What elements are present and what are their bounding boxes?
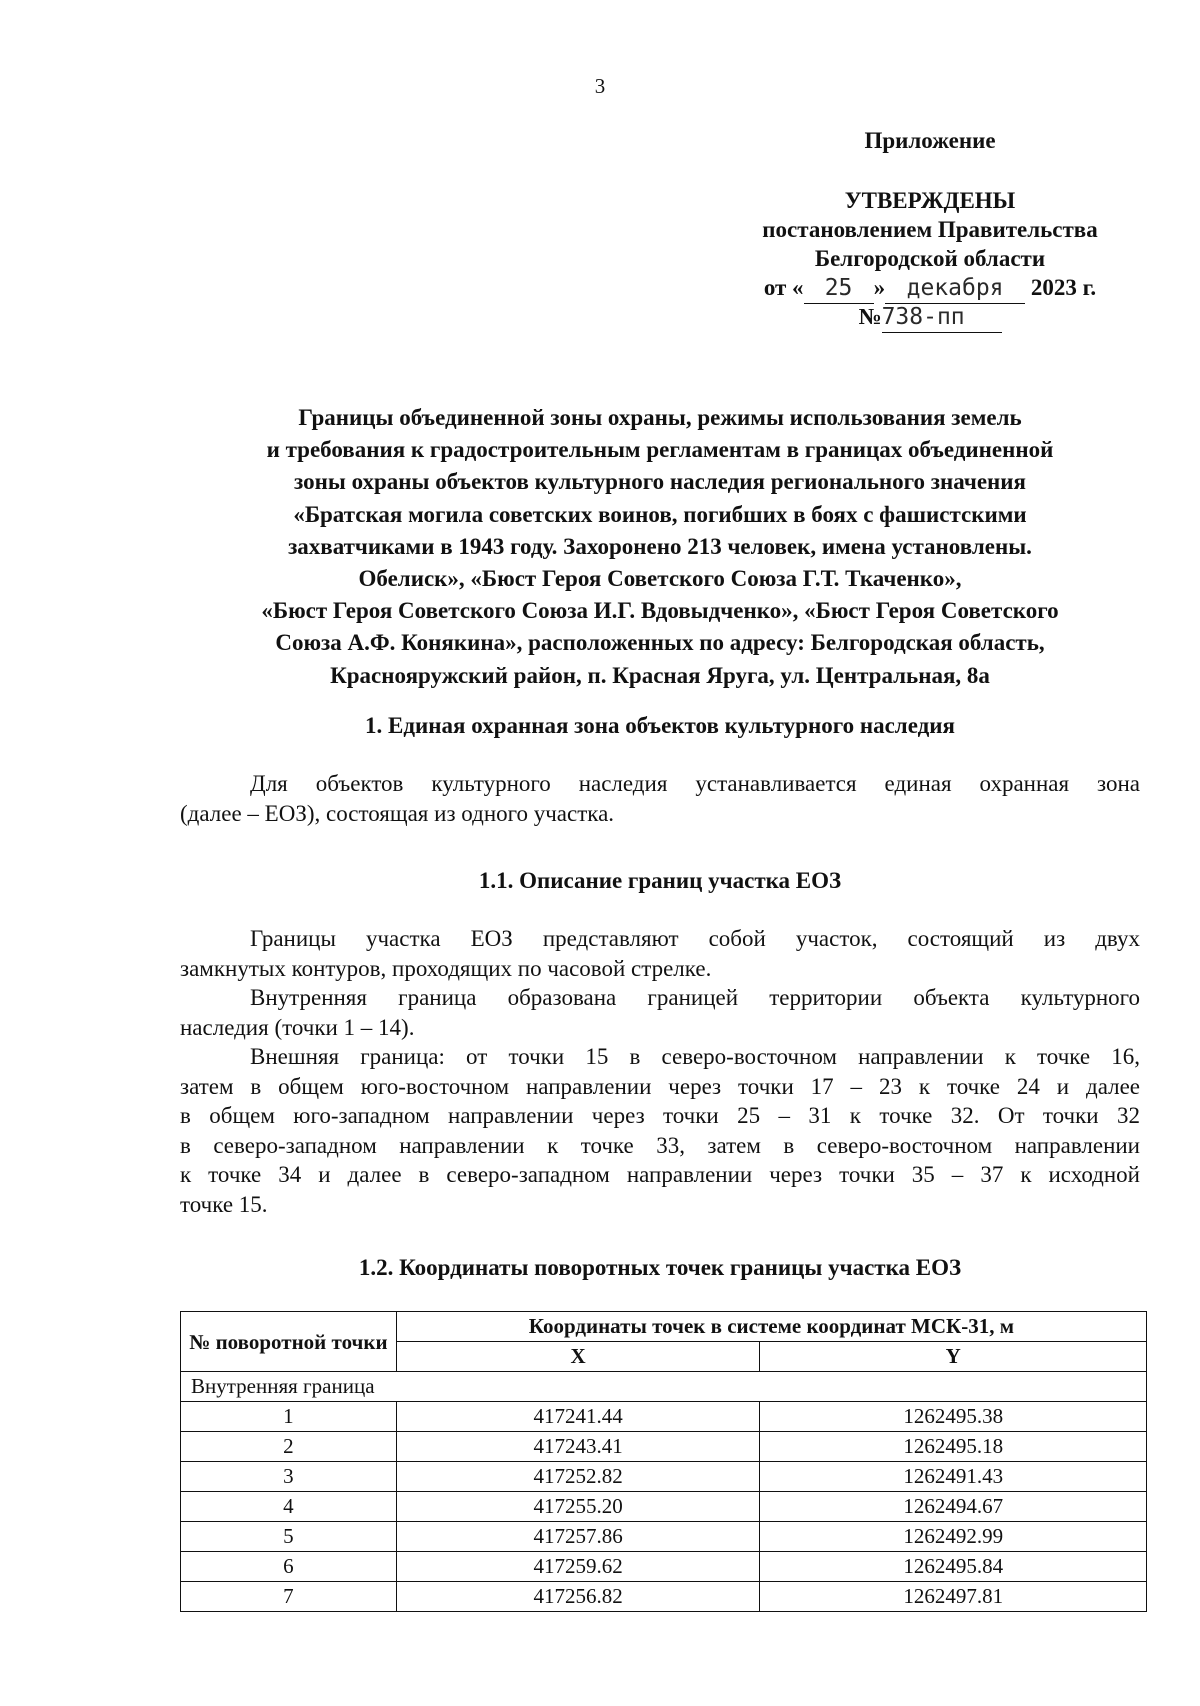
point-number: 3 (181, 1462, 397, 1492)
point-number: 2 (181, 1432, 397, 1462)
x-coordinate: 417252.82 (396, 1462, 760, 1492)
table-row (181, 1492, 1147, 1522)
appendix-label: Приложение (864, 128, 996, 153)
y-coordinate: 1262491.43 (760, 1462, 1147, 1492)
approval-number (700, 302, 1160, 333)
title-line: и требования к градостроительным регламентам в границах объединенной (266, 437, 1054, 463)
table-row (181, 1432, 1147, 1462)
paragraph-line: в общем юго-западном направлении через точки 25 – 31 к точке 32. От точки 32 (180, 1103, 1140, 1128)
title-line: Союза А.Ф. Конякина», расположенных по адресу: Белгородская область, (275, 630, 1045, 656)
section-1-paragraph (180, 769, 1140, 828)
title-line: «Братская могила советских воинов, погибших в боях с фашистскими (293, 501, 1027, 527)
section-1-1-heading: 1.1. Описание границ участка ЕОЗ (478, 868, 842, 893)
date-year: 2023 г. (1030, 275, 1097, 300)
paragraph-line: в северо-западном направлении к точке 33, затем в северо-восточном направлении (180, 1132, 1140, 1158)
section-1-1-paragraph-1 (180, 924, 1140, 983)
date-month: декабря (885, 274, 1025, 304)
y-coordinate: 1262495.84 (760, 1552, 1147, 1582)
header-x: X (396, 1342, 760, 1372)
paragraph-line: замкнутых контуров, проходящих по часовой стрелке. (180, 955, 712, 981)
paragraph-line: Для объектов культурного наследия устанавливается единая охранная зона (250, 771, 1140, 796)
title-line: Краснояружский район, п. Красная Яруга, ул. Центральная, 8а (330, 662, 990, 688)
section-1-1-paragraph-2 (180, 983, 1140, 1042)
y-coordinate: 1262497.81 (760, 1582, 1147, 1612)
title-line: Границы объединенной зоны охраны, режимы использования земель (298, 405, 1022, 430)
point-number: 1 (181, 1402, 397, 1432)
paragraph-line: Внутренняя граница образована границей территории объекта культурного (250, 985, 1140, 1010)
approval-line-1: постановлением Правительства (762, 217, 1098, 242)
header-y: Y (760, 1342, 1147, 1372)
page-number: 3 (594, 74, 606, 98)
y-coordinate: 1262492.99 (760, 1522, 1147, 1552)
x-coordinate: 417259.62 (396, 1552, 760, 1582)
x-coordinate: 417255.20 (396, 1492, 760, 1522)
paragraph-line: затем в общем юго-восточном направлении через точки 17 – 23 к точке 24 и далее (180, 1073, 1140, 1099)
document-title (180, 402, 1140, 692)
point-number: 6 (181, 1552, 397, 1582)
paragraph-line: Границы участка ЕОЗ представляют собой участок, состоящий из двух (250, 926, 1140, 951)
paragraph-line: (далее – ЕОЗ), состоящая из одного участка. (180, 800, 615, 826)
group-inner-boundary: Внутренняя граница (181, 1372, 1147, 1402)
table-row (181, 1402, 1147, 1432)
approval-line-2: Белгородской области (814, 246, 1046, 271)
section-1-2-heading: 1.2. Координаты поворотных точек границы участка ЕОЗ (358, 1255, 962, 1280)
title-line: захватчиками в 1943 году. Захоронено 213 человек, имена установлены. (288, 533, 1032, 559)
paragraph-line: наследия (точки 1 – 14). (180, 1014, 415, 1040)
title-line: зоны охраны объектов культурного наследия регионального значения (294, 469, 1026, 495)
table-row (181, 1552, 1147, 1582)
approved-label: УТВЕРЖДЕНЫ (844, 188, 1016, 213)
header-point-number: № поворотной точки (181, 1312, 397, 1372)
approval-date (700, 273, 1160, 304)
section-1-heading: 1. Единая охранная зона объектов культурного наследия (365, 713, 955, 738)
table-row (181, 1522, 1147, 1552)
y-coordinate: 1262495.18 (760, 1432, 1147, 1462)
number-prefix: № (858, 304, 882, 329)
x-coordinate: 417256.82 (396, 1582, 760, 1612)
paragraph-line: точке 15. (180, 1191, 268, 1217)
date-day: 25 (804, 274, 874, 304)
section-1-1-paragraph-3 (180, 1042, 1140, 1219)
x-coordinate: 417257.86 (396, 1522, 760, 1552)
paragraph-line: к точке 34 и далее в северо-западном направлении через точки 35 – 37 к исходной (180, 1162, 1140, 1187)
title-line: «Бюст Героя Советского Союза И.Г. Вдовыдченко», «Бюст Героя Советского (261, 598, 1059, 624)
table-row (181, 1582, 1147, 1612)
x-coordinate: 417241.44 (396, 1402, 760, 1432)
y-coordinate: 1262494.67 (760, 1492, 1147, 1522)
y-coordinate: 1262495.38 (760, 1402, 1147, 1432)
header-coordinates: Координаты точек в системе координат МСК-31, м (396, 1312, 1146, 1342)
date-prefix: от « (763, 275, 804, 300)
table-row (181, 1462, 1147, 1492)
date-mid: » (873, 275, 886, 300)
title-line: Обелиск», «Бюст Героя Советского Союза Г.Т. Ткаченко», (358, 566, 962, 592)
point-number: 5 (181, 1522, 397, 1552)
number-value: 738-пп (882, 303, 1002, 333)
coordinates-table (180, 1311, 1147, 1612)
paragraph-line: Внешняя граница: от точки 15 в северо-восточном направлении к точке 16, (250, 1044, 1140, 1069)
x-coordinate: 417243.41 (396, 1432, 760, 1462)
point-number: 7 (181, 1582, 397, 1612)
point-number: 4 (181, 1492, 397, 1522)
